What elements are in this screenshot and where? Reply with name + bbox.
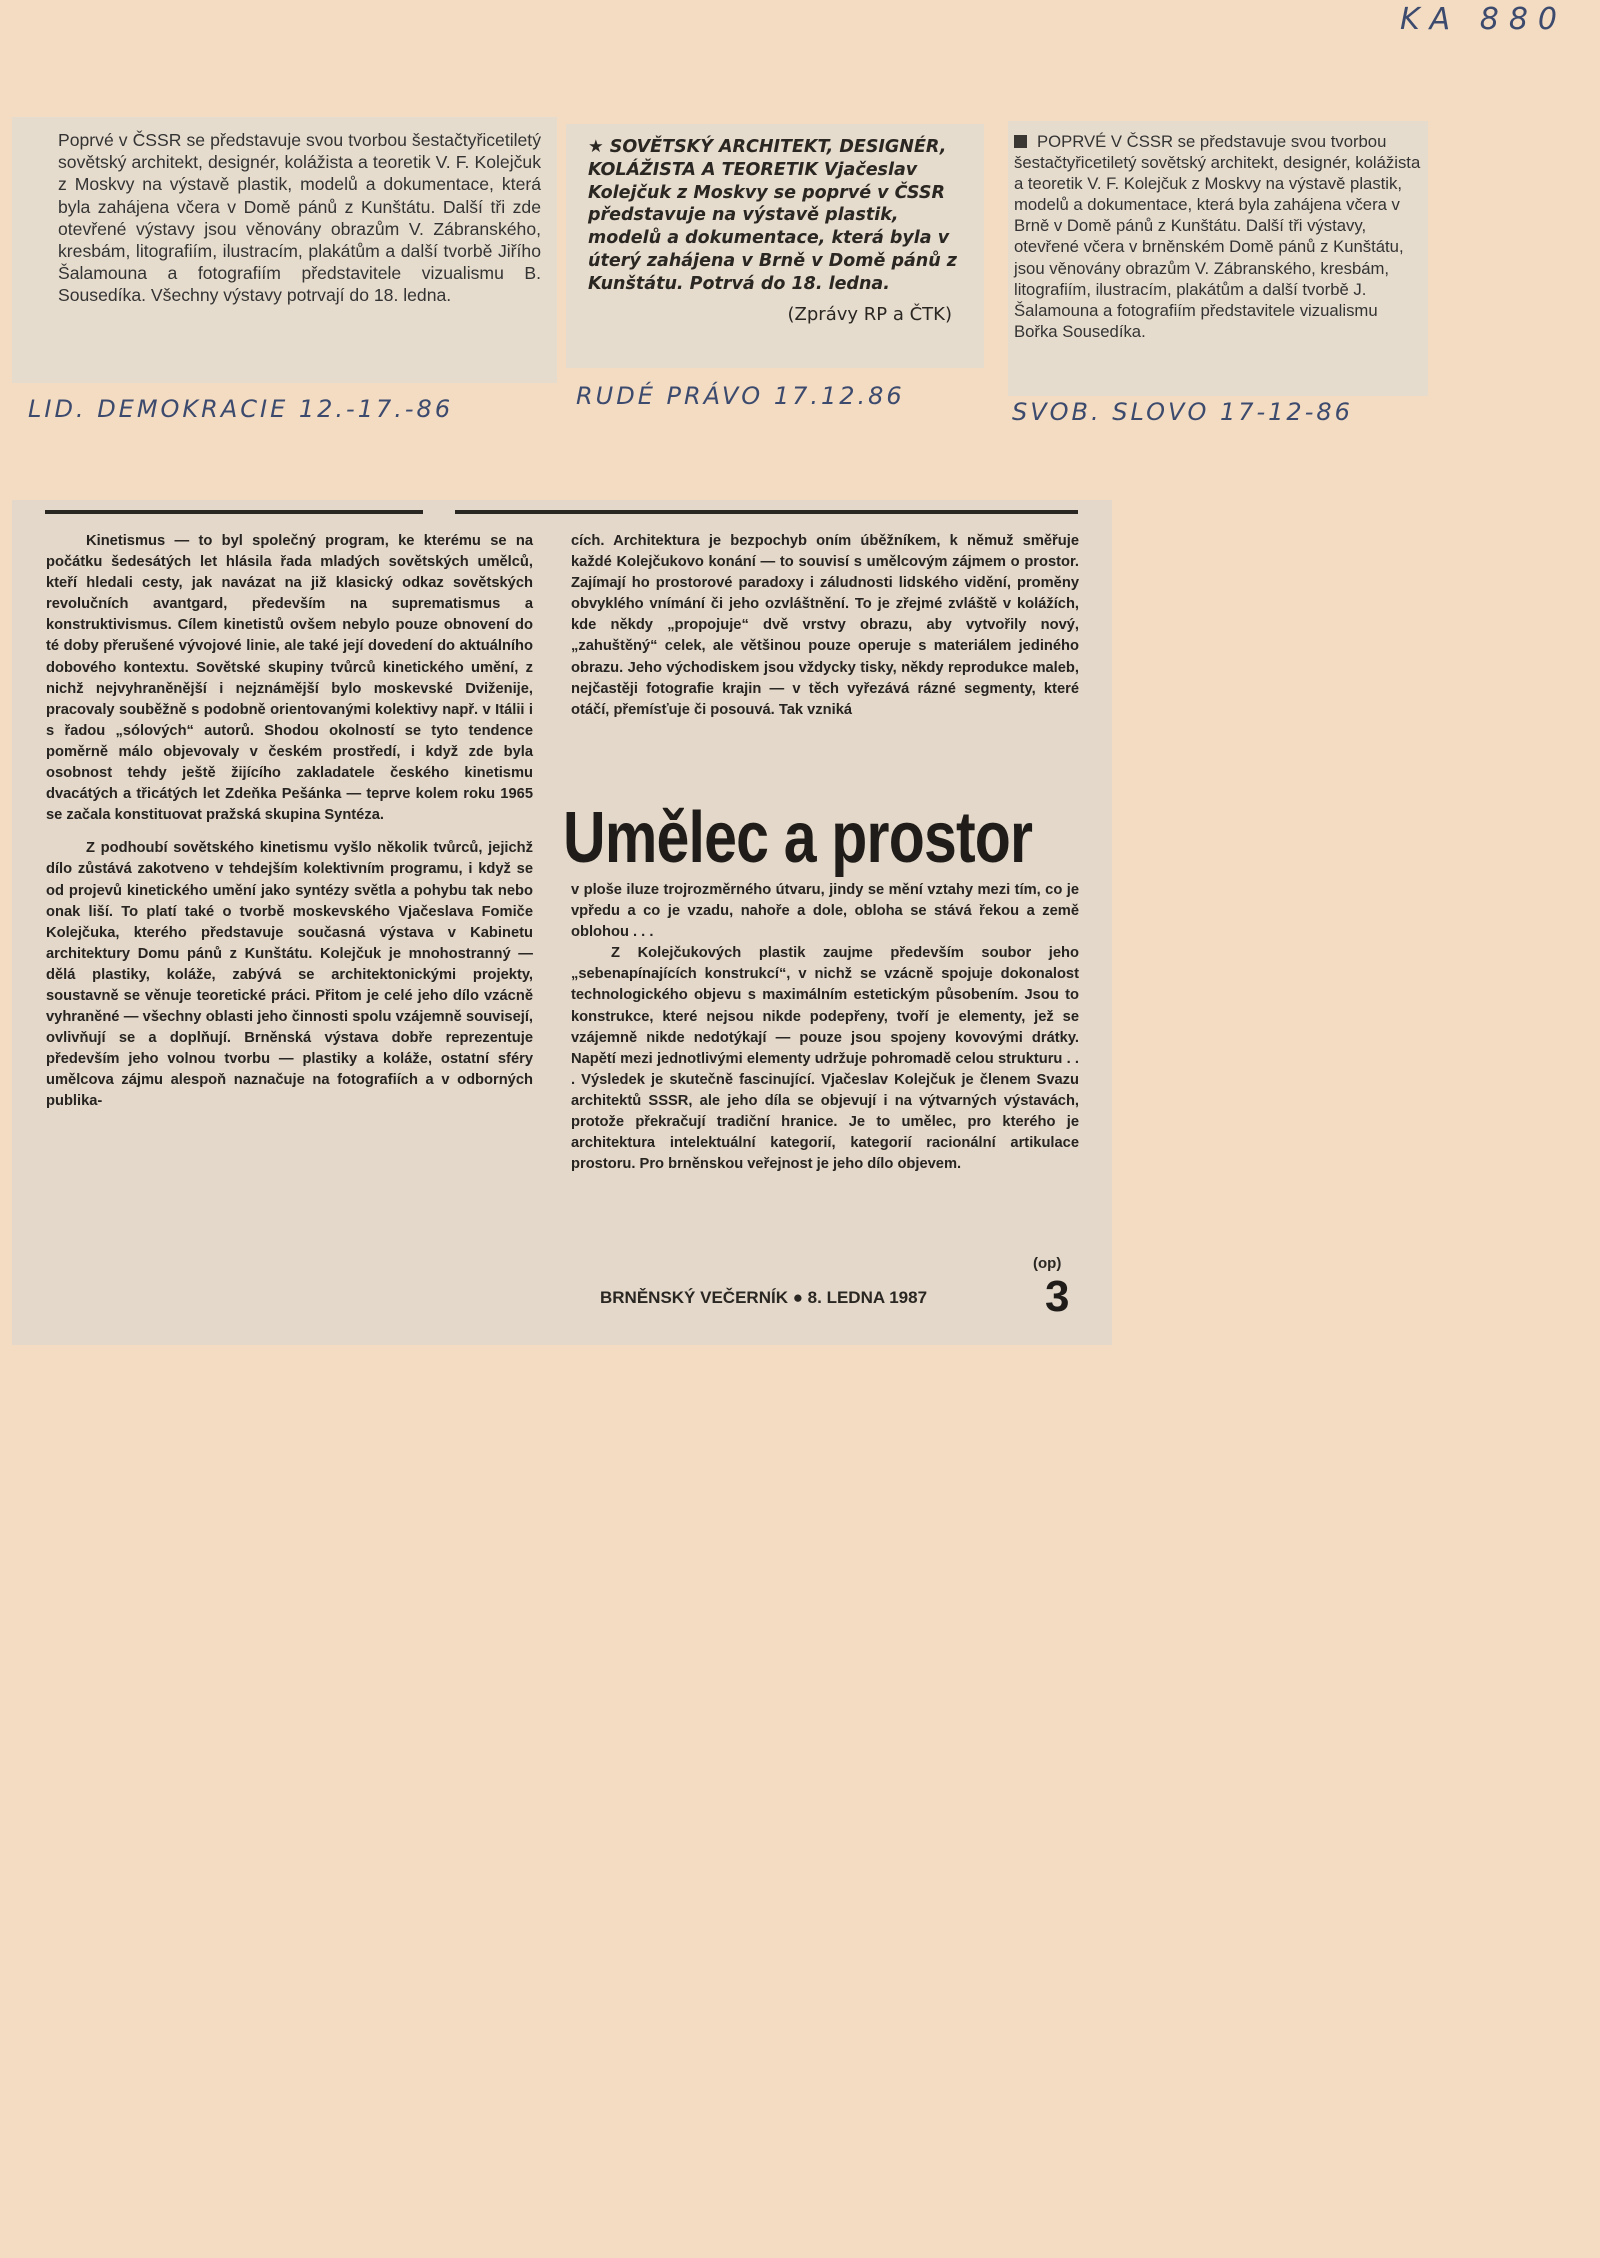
article-headline: Umělec a prostor <box>563 798 1033 878</box>
column-rule <box>45 510 423 514</box>
clipping-source-note: SVOB. SLOVO 17-12-86 <box>1012 398 1353 426</box>
article-column-2-top <box>571 531 1079 721</box>
clipping-svobodne-slovo <box>1008 121 1428 396</box>
square-bullet-icon <box>1014 135 1027 148</box>
article-column-2-bottom <box>571 880 1079 1175</box>
article-paragraph: Z Kolejčukových plastik zaujme především soubor jeho „sebenapínajících konstrukcí“, v nichž se vzácně spojuje dokonalost technologického objevu s maximálním estetickým působením. Jsou to konstrukce, které nejsou nikde podepřeny, tvoří je elementy, jež se vzájemně nikde nedotýkají — pouze jsou spojeny kovovými drátky. Napětí mezi jednotlivými elementy udržuje pohromadě celou strukturu . . . Výsledek je skutečně fascinující. Vjačeslav Kolejčuk je členem Svazu architektů SSSR, ale jeho díla se objevují i na výtvarných výstavách, protože překračují tradiční hranice. Je to umělec, pro kterého je architektura intelektuální kategorií, kategorií racionální artikulace prostoru. Pro brněnskou veřejnost je jeho dílo objevem. <box>571 945 1079 1173</box>
clipping-text: ★ SOVĚTSKÝ ARCHITEKT, DESIGNÉR, KOLÁŽISTA A TEORETIK Vjačeslav Kolejčuk z Moskvy se poprvé v ČSSR představuje na výstavě plastik, modelů a dokumentace, která byla v úterý zahájena v Brně v Domě pánů z Kunštátu. Potrvá do 18. ledna. <box>588 137 957 294</box>
article-paragraph: v ploše iluze trojrozměrného útvaru, jindy se mění vztahy mezi tím, co je vpředu a co je vzadu, nahoře a dole, obloha se stává řekou a země oblohou . . . <box>571 882 1079 941</box>
newspaper-footer: BRNĚNSKÝ VEČERNÍK ● 8. LEDNA 1987 <box>600 1288 928 1307</box>
clipping-lidova-demokracie <box>12 117 557 383</box>
article-paragraph: cích. Architektura je bezpochyb oním úběžníkem, k němuž směřuje každé Kolejčukovo konání — to souvisí s umělcovým zájmem o prostor. Zajímají ho prostorové paradoxy i záludnosti lidského vidění, proměny obvyklého vnímání či jeho ozvláštnění. To je zřejmé zvláště v kolážích, kde někdy „propojuje“ dvě vrstvy obrazu, aby vytvořily nový, „zahuštěný“ celek, ale většinou pouze operuje s materiálem jediného obrazu. Jeho východiskem jsou vždycky tisky, někdy reprodukce maleb, nejčastěji fotografie krajin — v těch vyřezává rázné segmenty, které otáčí, přemísťuje či posouvá. Tak vzniká <box>571 533 1079 718</box>
clipping-attribution: (Zprávy RP a ČTK) <box>787 303 952 325</box>
article-column-1 <box>46 531 533 1113</box>
article-byline: (op) <box>1033 1255 1062 1272</box>
page-number: 3 <box>1045 1272 1070 1321</box>
clipping-source-note: RUDÉ PRÁVO 17.12.86 <box>576 382 905 410</box>
article-paragraph: Z podhoubí sovětského kinetismu vyšlo několik tvůrců, jejichž dílo zůstává zakotveno v tehdejším kolektivním programu, i když se od projevů kinetického umění jako syntézy světla a pohybu tak nebo onak liší. To platí také o tvorbě moskevského Vjačeslava Fomiče Kolejčuka, kterého představuje současná výstava v Kabinetu architektury Domu pánů z Kunštátu. Kolejčuk je mnohostranný — dělá plastiky, koláže, zabývá se architektonickými projekty, soustavně se věnuje teoretické práci. Přitom je celé jeho dílo vzácně vyhraněné — všechny oblasti jeho činnosti spolu vzájemně souvisejí, ovlivňují se a doplňují. Brněnská výstava dobře reprezentuje především jeho volnou tvorbu — plastiky a koláže, ostatní sféry umělcova zájmu alespoň naznačuje na fotografiích a v odborných publika- <box>46 840 533 1110</box>
column-rule <box>455 510 1078 514</box>
archive-mark: KA 880 <box>1400 2 1567 37</box>
clipping-rude-pravo <box>566 124 984 368</box>
clipping-text: POPRVÉ V ČSSR se představuje svou tvorbou šestačtyřicetiletý sovětský architekt, designér, kolážista a teoretik V. F. Kolejčuk z Moskvy na výstavě plastik, modelů a dokumentace, která byla zahájena včera v Brně v Domě pánů z Kunštátu. Další tři výstavy, otevřené včera v brněnském Domě pánů z Kunštátu, jsou věnovány obrazům V. Zábranského, kresbám, litografiím, ilustracím, plakátům a další tvorbě J. Šalamouna a fotografiím představitele vizualismu Bořka Sousedíka. <box>1014 132 1421 341</box>
article-paragraph: Kinetismus — to byl společný program, ke kterému se na počátku šedesátých let hlásila řada mladých sovětských umělců, kteří hledali cesty, jak navázat na již klasický odkaz sovětských revolučních avantgard, především na suprematismus a konstruktivismus. Cílem kinetistů ovšem nebylo pouze obnovení do té doby přerušené vývojové linie, ale také její dovedení do aktuálního dobového kontextu. Sovětské skupiny tvůrců kinetického umění, z nichž nejvyhraněnější i nejznámější bylo moskevské Dviženije, pracovaly souběžně s podobně orientovanými kolektivy např. v Itálii i s řadou „sólových“ autorů. Shodou okolností se tyto tendence poměrně málo objevovaly v českém prostředí, i když zde byla osobnost tehdy ještě žijícího zakladatele českého kinetismu dvacátých a třicátých let Zdeňka Pešánka — teprve kolem roku 1965 se začala konstituovat pražská skupina Syntéza. <box>46 533 533 824</box>
clipping-text: Poprvé v ČSSR se představuje svou tvorbou šestačtyřicetiletý sovětský architekt, designér, kolážista a teoretik V. F. Kolejčuk z Moskvy na výstavě plastik, modelů a dokumentace, která byla zahájena včera v Domě pánů z Kunštátu. Další tři zde otevřené výstavy jsou věnovány obrazům V. Zábranského, kresbám, litografiím, ilustracím, plakátům a další tvorbě Jiřího Šalamouna a fotografiím představitele vizualismu B. Sousedíka. Všechny výstavy potrvají do 18. ledna. <box>58 130 541 306</box>
clipping-source-note: LID. DEMOKRACIE 12.-17.-86 <box>28 395 454 423</box>
